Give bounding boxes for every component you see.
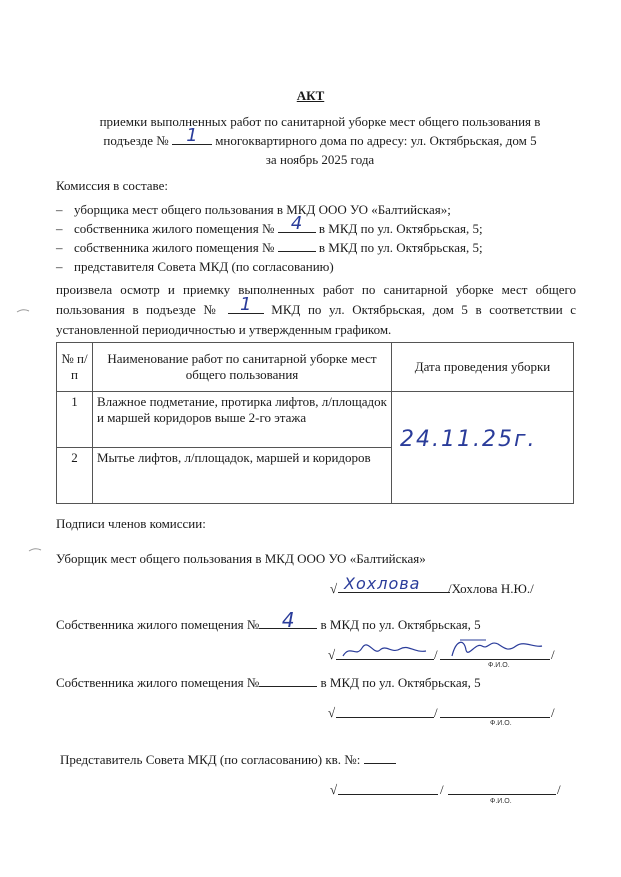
row-work-description: Мытье лифтов, л/площадок, маршей и коридоров bbox=[93, 448, 392, 504]
member-owner-1 bbox=[56, 213, 483, 238]
subtitle-address: многоквартирного дома по адресу: ул. Октябрьская, дом 5 bbox=[215, 133, 537, 148]
member-owner-2-apartment-field[interactable] bbox=[278, 238, 316, 252]
subtitle-line-1: приемки выполненных работ по санитарной уборке мест общего пользования в bbox=[99, 114, 541, 129]
cleaner-label: Уборщик мест общего пользования в МКД ООО УО «Балтийская» bbox=[56, 551, 426, 566]
document-title: АКТ bbox=[296, 88, 325, 103]
member-owner-1-label: собственника жилого помещения № bbox=[74, 221, 275, 236]
entrance-handwritten: 1 bbox=[186, 125, 198, 146]
owner-1-row bbox=[56, 608, 481, 634]
table-row bbox=[57, 392, 574, 448]
works-table bbox=[56, 342, 574, 504]
margin-mark bbox=[28, 547, 42, 553]
owner-2-row bbox=[56, 673, 481, 692]
row-number: 1 bbox=[57, 392, 93, 448]
row-number: 2 bbox=[57, 448, 93, 504]
owner-1-check: √ bbox=[328, 647, 336, 662]
representative-signature-line[interactable] bbox=[338, 794, 438, 795]
paragraph-entrance-field[interactable] bbox=[228, 294, 264, 315]
member-representative-text: представителя Совета МКД (по согласованию) bbox=[74, 259, 334, 274]
member-owner-2-label: собственника жилого помещения № bbox=[74, 240, 275, 255]
member-cleaner-text: уборщика мест общего пользования в МКД ООО УО «Балтийская»; bbox=[74, 202, 451, 217]
owner-2-address: в МКД по ул. Октябрьская, 5 bbox=[320, 675, 481, 690]
header-number: № п/п bbox=[57, 343, 93, 392]
list-dash: – bbox=[56, 202, 63, 217]
representative-slash-1: / bbox=[440, 782, 444, 797]
representative-apartment-field[interactable] bbox=[364, 750, 396, 764]
representative-name-line[interactable] bbox=[448, 794, 556, 795]
margin-mark bbox=[16, 308, 30, 314]
representative-fio-caption: Ф.И.О. bbox=[490, 798, 512, 805]
date-cell[interactable] bbox=[392, 392, 574, 504]
document-subtitle bbox=[60, 112, 580, 169]
owner-2-check: √ bbox=[328, 705, 336, 720]
owner-1-slash-2: / bbox=[551, 647, 555, 662]
owner-1-slash-1: / bbox=[434, 647, 438, 662]
owner-2-slash-2: / bbox=[551, 705, 555, 720]
table-header-row bbox=[57, 343, 574, 392]
owner-2-apartment-field[interactable] bbox=[259, 673, 317, 687]
entrance-number-field[interactable] bbox=[172, 125, 212, 146]
owner-1-label: Собственника жилого помещения № bbox=[56, 617, 260, 632]
representative-label: Представитель Совета МКД (по согласованию) кв. №: bbox=[60, 752, 361, 767]
member-owner-2-address: в МКД по ул. Октябрьская, 5; bbox=[318, 240, 483, 255]
owner-2-signature-line[interactable] bbox=[336, 717, 434, 718]
owner-2-label: Собственника жилого помещения № bbox=[56, 675, 260, 690]
paragraph-part-1: произвела осмотр и приемку выполненных работ по санитарной уборке мест общего пользования в подъезде № bbox=[56, 282, 576, 317]
subtitle-line-3: за ноябрь 2025 года bbox=[265, 152, 375, 167]
header-work-name: Наименование работ по санитарной уборке мест общего пользования bbox=[93, 343, 392, 392]
representative-row bbox=[60, 750, 396, 769]
owner-1-signature-scribble bbox=[340, 642, 430, 660]
owner-1-apartment-field[interactable] bbox=[259, 608, 317, 632]
owner-2-name-line[interactable] bbox=[440, 717, 550, 718]
member-representative bbox=[56, 257, 334, 276]
member-owner-2 bbox=[56, 238, 483, 257]
cleaner-signature: Хохлова bbox=[344, 574, 421, 593]
owner-1-handwritten: 4 bbox=[281, 608, 295, 632]
owner-1-address: в МКД по ул. Октябрьская, 5 bbox=[320, 617, 481, 632]
list-dash: – bbox=[56, 259, 63, 274]
member-owner-1-address: в МКД по ул. Октябрьская, 5; bbox=[318, 221, 483, 236]
representative-check: √ bbox=[330, 782, 338, 797]
list-dash: – bbox=[56, 221, 63, 236]
owner-1-name-scribble bbox=[446, 636, 546, 660]
representative-slash-2: / bbox=[557, 782, 561, 797]
header-date: Дата проведения уборки bbox=[392, 343, 574, 392]
cleaner-check: √ bbox=[330, 581, 338, 596]
member-owner-1-handwritten: 4 bbox=[290, 213, 303, 234]
cleaner-name: /Хохлова Н.Ю./ bbox=[448, 581, 534, 596]
inspection-paragraph bbox=[56, 280, 576, 340]
commission-heading: Комиссия в составе: bbox=[56, 178, 168, 193]
subtitle-entrance-label: подъезде № bbox=[103, 133, 169, 148]
paragraph-entrance-handwritten: 1 bbox=[239, 294, 252, 315]
owner-1-fio-caption: Ф.И.О. bbox=[488, 662, 510, 669]
member-owner-1-apartment-field[interactable] bbox=[278, 213, 316, 234]
subtitle-line-2 bbox=[60, 125, 580, 150]
signatures-heading: Подписи членов комиссии: bbox=[56, 516, 206, 531]
owner-2-fio-caption: Ф.И.О. bbox=[490, 720, 512, 727]
list-dash: – bbox=[56, 240, 63, 255]
owner-2-slash-1: / bbox=[434, 705, 438, 720]
paragraph-part-2: МКД по ул. Октябрьская, дом 5 в соответствии с установленной периодичностью и утвержденным графиком. bbox=[56, 302, 577, 337]
member-cleaner bbox=[56, 200, 451, 219]
row-work-description: Влажное подметание, протирка лифтов, л/площадок и маршей коридоров выше 2-го этажа bbox=[93, 392, 392, 448]
date-handwritten: 24.11.25г. bbox=[400, 427, 537, 452]
